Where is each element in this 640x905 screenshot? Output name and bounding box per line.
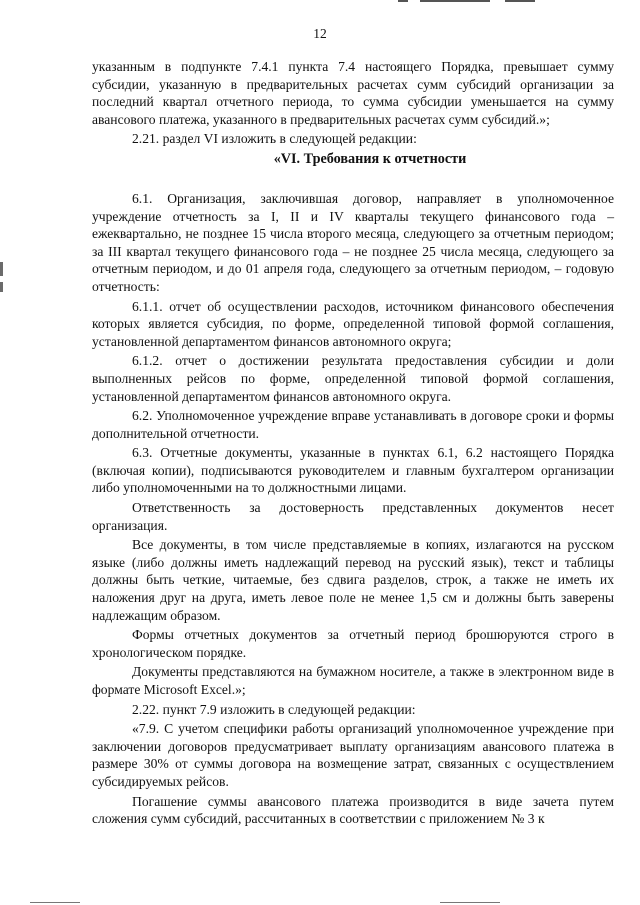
paragraph-responsibility: Ответственность за достоверность представленных документов несет организация. xyxy=(92,500,614,533)
paragraph-7-9: «7.9. С учетом специфики работы организаций уполномоченное учреждение при заключении договоров предусматривает выплату организациям авансового платежа в размере 30% от суммы договора на возмещение затрат, связанных с осуществлением субсидируемых рейсов. xyxy=(92,721,614,789)
scan-artifact-left-2 xyxy=(0,282,3,292)
paragraph-continuation: указанным в подпункте 7.4.1 пункта 7.4 настоящего Порядка, превышает сумму субсидии, указанную в предварительных расчетах сумм субсидий организации за последний квартал отчетного периода, то сумма субсидии уменьшается на сумму авансового платежа, указанного в предварительных расчетах сумм субсидий.»; xyxy=(92,59,614,127)
scan-artifact-bottom-2 xyxy=(440,902,500,903)
paragraph-2-22: 2.22. пункт 7.9 изложить в следующей редакции: xyxy=(132,701,416,717)
paragraph-6-1: 6.1. Организация, заключившая договор, направляет в уполномоченное учреждение отчетность за I, II и IV кварталы текущего финансового года – ежеквартально, не позднее 15 числа второго месяца, следующего за отчетным периодом; за III квартал текущего финансового года – не позднее 25 числа месяца, следующего за отчетным периодом, и до 01 апреля года, следующего за отчетным периодом, – годовую отчетность: xyxy=(92,190,614,294)
paragraph-language: Все документы, в том числе представляемые в копиях, излагаются на русском языке (либо должны иметь надлежащий перевод на русский язык), текст и таблицы должны быть четкие, читаемые, без сдвига разделов, строк, а также не иметь их наложения друг на друга, иметь левое поле не менее 1,5 см и должны быть заверены надлежащим образом. xyxy=(92,537,614,623)
page-number: 12 xyxy=(313,26,327,41)
scan-artifact-top-3 xyxy=(505,0,535,2)
paragraph-6-3: 6.3. Отчетные документы, указанные в пунктах 6.1, 6.2 настоящего Порядка (включая копии), подписываются руководителем и главным бухгалтером организации либо уполномоченными на то должностными лицами. xyxy=(92,445,614,496)
paragraph-repayment: Погашение суммы авансового платежа производится в виде зачета путем сложения сумм субсидий, рассчитанных в соответствии с приложением № 3 к xyxy=(92,793,614,827)
paragraph-6-1-2: 6.1.2. отчет о достижении результата предоставления субсидии и доли выполненных рейсов по форме, определенной типовой формой соглашения, установленной департаментом финансов автономного округа. xyxy=(92,353,614,404)
scan-artifact-top-1 xyxy=(398,0,408,2)
document-body xyxy=(92,58,614,830)
paragraph-forms: Формы отчетных документов за отчетный период брошюруются строго в хронологическом порядке. xyxy=(92,627,614,660)
scan-artifact-bottom-1 xyxy=(30,902,80,903)
section-heading: «VI. Требования к отчетности xyxy=(273,150,467,167)
paragraph-submission: Документы представляются на бумажном носителе, а также в электронном виде в формате Microsoft Excel.»; xyxy=(92,664,614,697)
scan-artifact-left-1 xyxy=(0,262,3,276)
scan-artifact-top-2 xyxy=(420,0,490,2)
paragraph-6-2: 6.2. Уполномоченное учреждение вправе устанавливать в договоре сроки и формы дополнительной отчетности. xyxy=(92,408,614,441)
paragraph-2-21: 2.21. раздел VI изложить в следующей редакции: xyxy=(132,131,417,147)
paragraph-6-1-1: 6.1.1. отчет об осуществлении расходов, источником финансового обеспечения которых является субсидия, по форме, определенной типовой формой соглашения, установленной департаментом финансов автономного округа; xyxy=(92,298,614,349)
